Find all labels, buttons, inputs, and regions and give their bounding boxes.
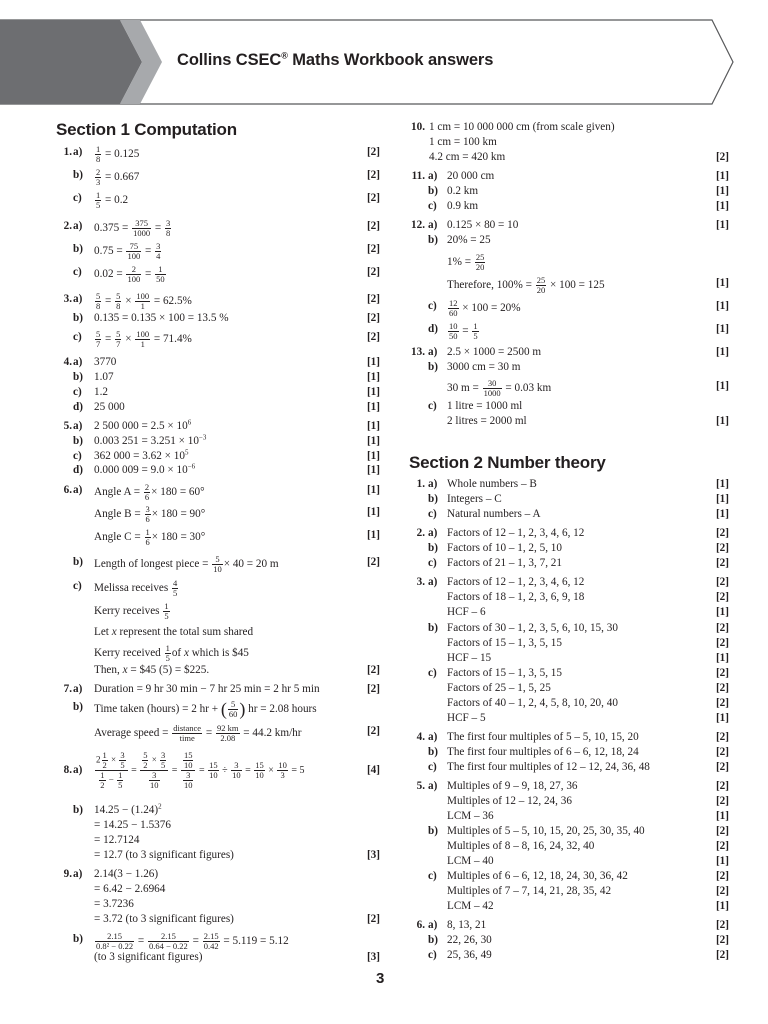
q11c-line: c) 0.9 km [1] xyxy=(428,200,729,212)
q6b-line: b) Length of longest piece = $\frac{5}{10}$ × 40 = 20 m [2] xyxy=(73,554,380,574)
section-1-heading: Section 1 Computation xyxy=(56,120,237,139)
q9a3-line: = 3.7236 xyxy=(94,898,134,910)
s2q4a-line: 4. a) The first four multiples of 5 – 5, 10, 15, 20 [2] xyxy=(416,731,729,743)
page-number: 3 xyxy=(376,970,385,987)
q4b-line: b) 1.07 [1] xyxy=(73,371,380,383)
s2q3b3-line: HCF – 15 [1] xyxy=(447,652,729,664)
s2q5a2-line: Multiples of 12 – 12, 24, 36 [2] xyxy=(447,795,729,807)
q5b-line: b) 0.003 $251 = 3.251 \times 10^{-3}$ [1] xyxy=(73,433,380,447)
q2a-line: 2. a) 0.375 = $\frac{375}{1000}$ = $\frac{3}{8}$ [2] xyxy=(63,218,380,238)
s2q3a1-line: 3. a) Factors of 12 – 1, 2, 3, 4, 6, 12 [2] xyxy=(416,576,729,588)
s2q5a1-line: 5. a) Multiples of 9 – 9, 18, 27, 36 [2] xyxy=(416,780,729,792)
q4c-line: c) 1.2 [1] xyxy=(73,386,380,398)
s2q5c2-line: Multiples of 7 – 7, 14, 21, 28, 35, 42 [2] xyxy=(447,885,729,897)
s2q5c1-line: c) Multiples of 6 – 6, 12, 18, 24, 30, 36, 42 [2] xyxy=(428,870,729,882)
s2q3b2-line: Factors of 15 – 1, 3, 5, 15 [2] xyxy=(447,637,729,649)
s2q5b3-line: LCM – 40 [1] xyxy=(447,855,729,867)
s2q3b1-line: b) Factors of 30 – 1, 2, 3, 5, 6, 10, 15, 30 [2] xyxy=(428,622,729,634)
q1b-line: b) $\frac{2}{3}$ = 0.667 [2] xyxy=(73,167,380,187)
q9a1-line: 9. a) 2.14(3 − 1.26) xyxy=(63,868,159,880)
q8b1-line: b) $14.25 - (1.24)^2$ xyxy=(73,802,162,816)
s2q6a-line: 6. a) 8, 13, 21 [2] xyxy=(416,919,729,931)
banner-dark-chevron xyxy=(0,20,142,104)
s2q2b-line: b) Factors of 10 – 1, 2, 5, 10 [2] xyxy=(428,542,729,554)
q6c5-line: Then, x = $45 (5) = $225. [2] xyxy=(94,664,380,676)
q13c2-line: 2 litres = 2000 ml [1] xyxy=(447,415,729,427)
q12c-line: c) $\frac{12}{60}$ × 100 = 20% [1] xyxy=(428,298,729,318)
q6a2-line: Angle B = $\frac{3}{6}$ × 180 = 90° [1] xyxy=(94,504,380,524)
s2q3c2-line: Factors of 25 – 1, 5, 25 [2] xyxy=(447,682,729,694)
q9a4-line: = 3.72 (to 3 significant figures) [2] xyxy=(94,913,380,925)
q9b1-line: b) $\frac{2.15}{\text{0.8² − 0.22}}$ = $\frac{2.15}{0.64 - 0.22}$ = $\frac{2.15}{0.42}$ = 5.119 = 5.12 xyxy=(73,931,289,951)
s2q2a-line: 2. a) Factors of 12 – 1, 2, 3, 4, 6, 12 [2] xyxy=(416,527,729,539)
q7b1-line: b) Time taken (hours) = 2 hr + ( $\frac{5}{60}$ ) hr = 2.08 hours xyxy=(73,699,317,719)
q1a-line: 1. a) $\frac{1}{8}$ = 0.125 [2] xyxy=(63,144,380,164)
q13a-line: 13. a) 2.5 × 1000 = 2500 m [1] xyxy=(411,346,729,358)
s2q6b-line: b) 22, 26, 30 [2] xyxy=(428,934,729,946)
q11b-line: b) 0.2 km [1] xyxy=(428,185,729,197)
q8b2-line: = 14.25 − 1.5376 xyxy=(94,819,171,831)
q12b1-line: b) 20% = 25 xyxy=(428,234,491,246)
s2q5b1-line: b) Multiples of 5 – 5, 10, 15, 20, 25, 30, 35, 40 [2] xyxy=(428,825,729,837)
q9b2-line: (to 3 significant figures) [3] xyxy=(94,951,380,963)
q2c-line: c) 0.02 = $\frac{2}{100}$ = $\frac{1}{50}$ [2] xyxy=(73,264,380,284)
page-title: Collins CSEC® Maths Workbook answers xyxy=(177,50,494,69)
q12b3-line: Therefore, 100% = $\frac{25}{20}$ × 100 = 125 [1] xyxy=(447,275,729,295)
q13b2-line: 30 m = $\frac{30}{1000}$ = 0.03 km [1] xyxy=(447,378,729,398)
q13b1-line: b) 3000 cm = 30 m xyxy=(428,361,521,373)
s2q6c-line: c) 25, 36, 49 [2] xyxy=(428,949,729,961)
s2q5b2-line: Multiples of 8 – 8, 16, 24, 32, 40 [2] xyxy=(447,840,729,852)
q4d-line: d) 25 000 [1] xyxy=(73,401,380,413)
q5a-line: 5. a) 2 500 $000 = 2.5 \times 10^6$ [1] xyxy=(63,418,380,432)
q3c-line: c) $\frac{5}{7}$ = $\frac{5}{7}$ × $\frac{100}{1}$ = 71.4% [2] xyxy=(73,329,380,349)
q10-line1: 10. 1 cm = 10 000 000 cm (from scale given) xyxy=(411,121,615,133)
q3b-line: b) 0.135 = 0.135 × 100 = 13.5 % [2] xyxy=(73,312,380,324)
q10-line3: 4.2 cm = 420 km [2] xyxy=(429,151,729,163)
q7a-line: 7. a) Duration = 9 hr 30 min − 7 hr 25 min = 2 hr 5 min [2] xyxy=(63,683,380,695)
q6c3-line: Let x represent the total sum shared xyxy=(94,626,254,638)
q6c4-line: Kerry received $\frac{1}{5}$ of x which is $45 xyxy=(94,643,249,663)
q9a2-line: = 6.42 − 2.6964 xyxy=(94,883,166,895)
q5c-line: c) 362 $000 = 3.62 \times 10^5$ [1] xyxy=(73,448,380,462)
s2q5c3-line: LCM – 42 [1] xyxy=(447,900,729,912)
section-2-heading: Section 2 Number theory xyxy=(409,453,606,472)
s2q3c1-line: c) Factors of 15 – 1, 3, 5, 15 [2] xyxy=(428,667,729,679)
q4a-line: 4. a) 3770 [1] xyxy=(63,356,380,368)
q6a3-line: Angle C = $\frac{1}{6}$ × 180 = 30° [1] xyxy=(94,527,380,547)
s2q4b-line: b) The first four multiples of 6 – 6, 12, 18, 24 [2] xyxy=(428,746,729,758)
s2q3a2-line: Factors of 18 – 1, 2, 3, 6, 9, 18 [2] xyxy=(447,591,729,603)
q6c1-line: c) Melissa receives $\frac{4}{5}$ xyxy=(73,578,178,598)
s2q1b-line: b) Integers – C [1] xyxy=(428,493,729,505)
q2b-line: b) 0.75 = $\frac{75}{100}$ = $\frac{3}{4}$ [2] xyxy=(73,241,380,261)
q12d-line: d) $\frac{10}{50}$ = $\frac{1}{5}$ [1] xyxy=(428,321,729,341)
q8b3-line: = 12.7124 xyxy=(94,834,140,846)
s2q3a3-line: HCF – 6 [1] xyxy=(447,606,729,618)
q12b2-line: 1% = $\frac{25}{20}$ xyxy=(447,252,485,272)
q7b2-line: Average speed = $\frac{\text{distance}}{\text{time}}$ = $\frac{92 km}{2.08}$ = 44.2 km/hr [2] xyxy=(94,723,380,743)
q5d-line: d) 0.000 $009 = 9.0 \times 10^{-6}$ [1] xyxy=(73,462,380,476)
q3a-line: 3. a) $\frac{5}{8}$ = $\frac{5}{8}$ × $\frac{100}{1}$ = 62.5% [2] xyxy=(63,291,380,311)
q6a1-line: 6. a) Angle A = $\frac{2}{6}$ × 180 = 60° [1] xyxy=(63,482,380,502)
s2q4c-line: c) The first four multiples of 12 – 12, 24, 36, 48 [2] xyxy=(428,761,729,773)
q12a-line: 12. a) 0.125 × 80 = 10 [1] xyxy=(411,219,729,231)
s2q1a-line: 1. a) Whole numbers – B [1] xyxy=(416,478,729,490)
q8b4-line: = 12.7 (to 3 significant figures) [3] xyxy=(94,849,380,861)
q10-line2: 1 cm = 100 km xyxy=(429,136,497,148)
q8a-complex-fraction: 2 $\frac{1}{2}$ × $\frac{3}{5}$ $\frac{1}{2}$ − $\frac{1}{5}$ = $\frac{5}{2}$ × $\frac{3}{5}$ $\frac{3}{10}$ = $\frac{\frac{15}{10}}{\frac{3}{10}}$ = $\frac{15}{10}$ ÷ $\frac{3}{10}$ = $\frac{15}{10}$ × $\frac{10}{3}$ = 5 xyxy=(96,750,305,790)
q8a-line: 8. a) 2 $\frac{1}{2}$ × $\frac{3}{5}$ $\frac{1}{2}$ − $\frac{1}{5}$ = $\frac{5}{2}$ × $\frac{3}{5}$ $\frac{3}{10}$ = $\frac{\frac{15}{10}}{\frac{3}{10}}$ = $\frac{15}{10}$ ÷ $\frac{3}{10}$ = $\frac{15}{10}$ × $\frac{10}{3}$ = 5 [4] xyxy=(63,750,380,790)
s2q3c3-line: Factors of 40 – 1, 2, 4, 5, 8, 10, 20, 40 [2] xyxy=(447,697,729,709)
s2q2c-line: c) Factors of 21 – 1, 3, 7, 21 [2] xyxy=(428,557,729,569)
s2q5a3-line: LCM – 36 [1] xyxy=(447,810,729,822)
q6c2-line: Kerry receives $\frac{1}{5}$ xyxy=(94,601,169,621)
q13c1-line: c) 1 litre = 1000 ml xyxy=(428,400,523,412)
q1c-line: c) $\frac{1}{5}$ = 0.2 [2] xyxy=(73,190,380,210)
q11a-line: 11. a) 20 000 cm [1] xyxy=(411,170,729,182)
s2q3c4-line: HCF – 5 [1] xyxy=(447,712,729,724)
s2q1c-line: c) Natural numbers – A [1] xyxy=(428,508,729,520)
